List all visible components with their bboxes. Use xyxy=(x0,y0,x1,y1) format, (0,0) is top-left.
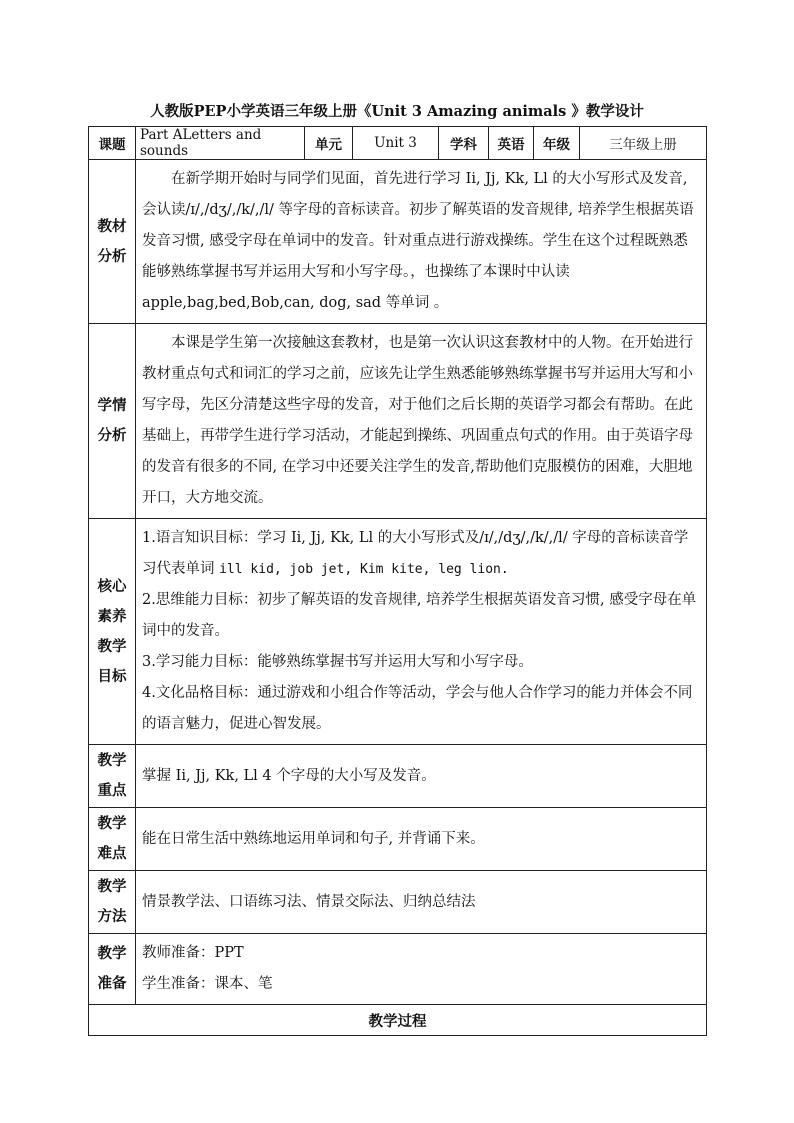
topic-label: 课题 xyxy=(89,127,136,160)
prep-row xyxy=(89,934,707,1005)
material-text: 在新学期开始时与同学们见面，首先进行学习 Ii, Jj, Kk, Ll 的大小写形式及发音,会认读/ɪ/,/dʒ/,/k/,/l/ 等字母的音标读音。初步了解英语的发音规律, 培养学生根据英语发音习惯, 感受字母在单词中的发音。针对重点进行游戏操练。学生在这个过程既熟悉能够熟练掌握书写并运用大写和小写字母。，也操练了本课时中认读 apple,bag,bed,Bob,can, dog, sad 等单词 。 xyxy=(136,160,707,324)
goals-row xyxy=(89,519,707,745)
learners-text: 本课是学生第一次接触这套教材，也是第一次认识这套教材中的人物。在开始进行教材重点句式和词汇的学习之前，应该先让学生熟悉能够熟练掌握书写并运用大写和小写字母，先区分清楚这些字母的发音，对于他们之后长期的英语学习都会有帮助。在此基础上，再带学生进行学习活动，才能起到操练、巩固重点句式的作用。由于英语字母的发音有很多的不同, 在学习中还要关注学生的发音,帮助他们克服模仿的困难，大胆地开口，大方地交流。 xyxy=(136,324,707,519)
prep-label: 教学 准备 xyxy=(89,934,136,1005)
process-row xyxy=(89,1005,707,1036)
learners-label: 学情 分析 xyxy=(89,324,136,519)
key-label: 教学 重点 xyxy=(89,745,136,808)
prep-student: 学生准备：课本、笔 xyxy=(142,976,273,992)
prep-teacher: 教师准备：PPT xyxy=(142,945,244,961)
material-row xyxy=(89,160,707,324)
unit-value: Unit 3 xyxy=(353,127,439,160)
goal-words: ill kid, job jet, Kim kite, leg lion. xyxy=(219,562,509,577)
difficult-label: 教学 难点 xyxy=(89,808,136,871)
goals-text xyxy=(136,519,707,745)
process-heading: 教学过程 xyxy=(89,1005,707,1036)
method-text: 情景教学法、口语练习法、情景交际法、归纳总结法 xyxy=(136,871,707,934)
lesson-plan-table xyxy=(88,126,707,1036)
subject-label: 学科 xyxy=(439,127,489,160)
method-row xyxy=(89,871,707,934)
goal-learning: 3.学习能力目标：能够熟练掌握书写并运用大写和小写字母。 xyxy=(142,654,533,670)
grade-label: 年级 xyxy=(534,127,580,160)
grade-value: 三年级上册 xyxy=(580,127,707,160)
goals-label: 核心 素养 教学 目标 xyxy=(89,519,136,745)
key-row xyxy=(89,745,707,808)
learners-row xyxy=(89,324,707,519)
material-label: 教材 分析 xyxy=(89,160,136,324)
method-label: 教学 方法 xyxy=(89,871,136,934)
prep-text xyxy=(136,934,707,1005)
subject-value: 英语 xyxy=(489,127,534,160)
page-title: 人教版PEP小学英语三年级上册《Unit 3 Amazing animals 》教学设计 xyxy=(150,103,644,120)
goal-thinking: 2.思维能力目标：初步了解英语的发音规律, 培养学生根据英语发音习惯, 感受字母在单词中的发音。 xyxy=(142,592,697,639)
difficult-text: 能在日常生活中熟练地运用单词和句子, 并背诵下来。 xyxy=(136,808,707,871)
goal-language: 1.语言知识目标：学习 Ii, Jj, Kk, Ll 的大小写形式及/ɪ/,/dʒ/,/k/,/l/ 字母的音标读音学习代表单词 xyxy=(142,530,689,577)
difficult-row xyxy=(89,808,707,871)
unit-label: 单元 xyxy=(305,127,353,160)
goal-culture: 4.文化品格目标：通过游戏和小组合作等活动，学会与他人合作学习的能力并体会不同的语言魅力，促进心智发展。 xyxy=(142,685,693,732)
topic-value: Part ALetters and sounds xyxy=(136,127,305,160)
header-row xyxy=(89,127,707,160)
key-text: 掌握 Ii, Jj, Kk, Ll 4 个字母的大小写及发音。 xyxy=(136,745,707,808)
